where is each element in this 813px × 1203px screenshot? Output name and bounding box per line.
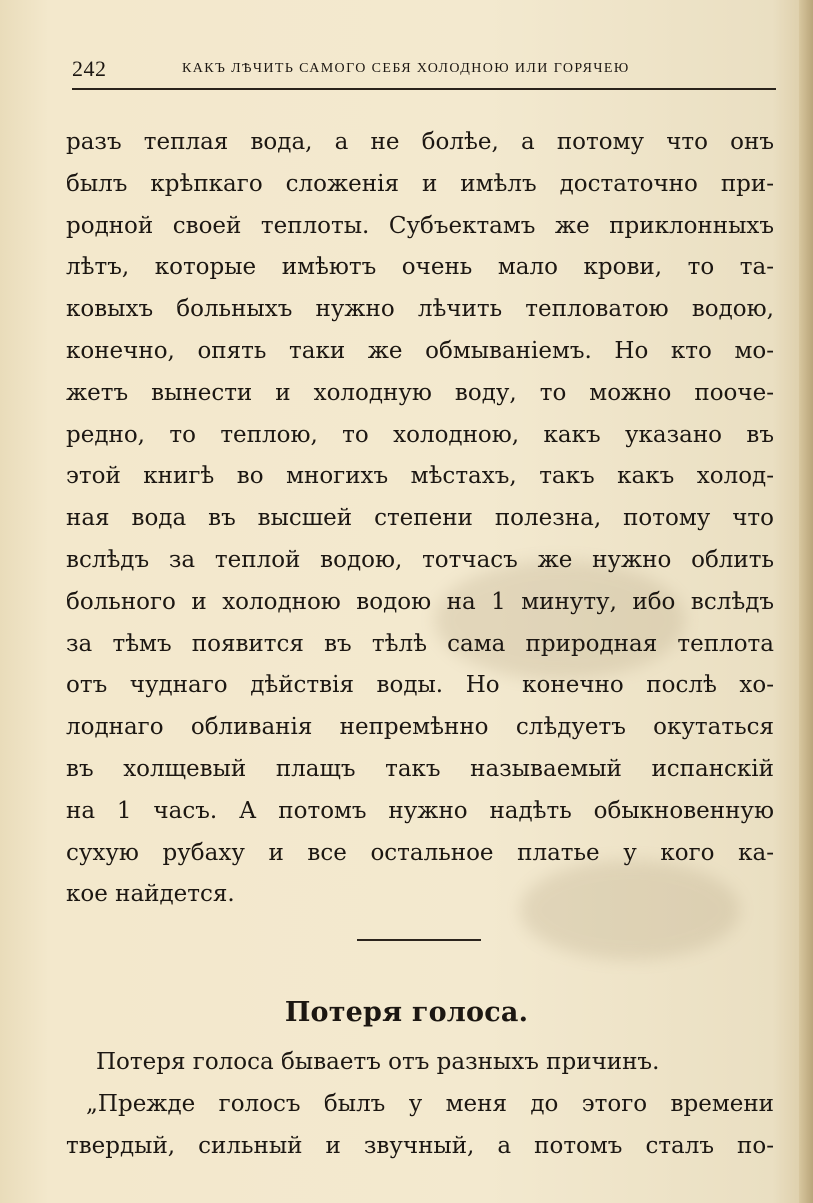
text-line: больного и холодною водою на 1 минуту, ибо вслѣдъ: [66, 588, 774, 615]
text-line: редно, то теплою, то холодною, какъ указано въ: [66, 421, 774, 448]
text-line: былъ крѣпкаго сложенія и имѣлъ достаточно при-: [66, 170, 774, 197]
text-line: жетъ вынести и холодную воду, то можно пооче-: [66, 379, 774, 406]
text-line-last: кое найдется.: [66, 881, 235, 908]
section-body: [66, 1042, 774, 1167]
body-text: [66, 122, 774, 916]
text-line: за тѣмъ появится въ тѣлѣ сама природная теплота: [66, 630, 774, 657]
section-line: „Прежде голосъ былъ у меня до этого времени: [86, 1090, 774, 1117]
text-line: на 1 часъ. А потомъ нужно надѣть обыкновенную: [66, 797, 774, 824]
text-line: въ холщевый плащъ такъ называемый испанскій: [66, 755, 774, 782]
page-number: 242: [72, 56, 107, 81]
text-line: лоднаго обливанія непремѣнно слѣдуетъ окутаться: [66, 714, 774, 741]
running-header: [72, 48, 776, 90]
text-line: разъ теплая вода, а не болѣе, а потому что онъ: [66, 129, 774, 155]
section-divider: [357, 939, 481, 941]
text-line: вслѣдъ за теплой водою, тотчасъ же нужно облить: [66, 546, 774, 573]
text-line: ная вода въ высшей степени полезна, потому что: [66, 505, 774, 532]
text-line: лѣтъ, которые имѣютъ очень мало крови, то та-: [66, 254, 774, 281]
text-line: этой книгѣ во многихъ мѣстахъ, такъ какъ холод-: [66, 463, 774, 490]
section-line: Потеря голоса бываетъ отъ разныхъ причинъ.: [96, 1049, 660, 1075]
text-line: сухую рубаху и все остальное платье у кого ка-: [66, 839, 774, 866]
text-line: конечно, опять таки же обмываніемъ. Но кто мо-: [66, 337, 774, 364]
running-head-title: КАКЪ ЛѢЧИТЬ САМОГО СЕБЯ ХОЛОДНОЮ ИЛИ ГОРЯЧЕЮ: [182, 61, 630, 76]
text-line: отъ чуднаго дѣйствія воды. Но конечно послѣ хо-: [66, 672, 774, 699]
text-line: родной своей теплоты. Субъектамъ же приклонныхъ: [66, 212, 774, 239]
text-line: ковыхъ больныхъ нужно лѣчить тепловатою водою,: [66, 296, 774, 323]
section-line: твердый, сильный и звучный, а потомъ сталъ по-: [66, 1132, 774, 1159]
section-title: Потеря голоса.: [284, 997, 529, 1029]
